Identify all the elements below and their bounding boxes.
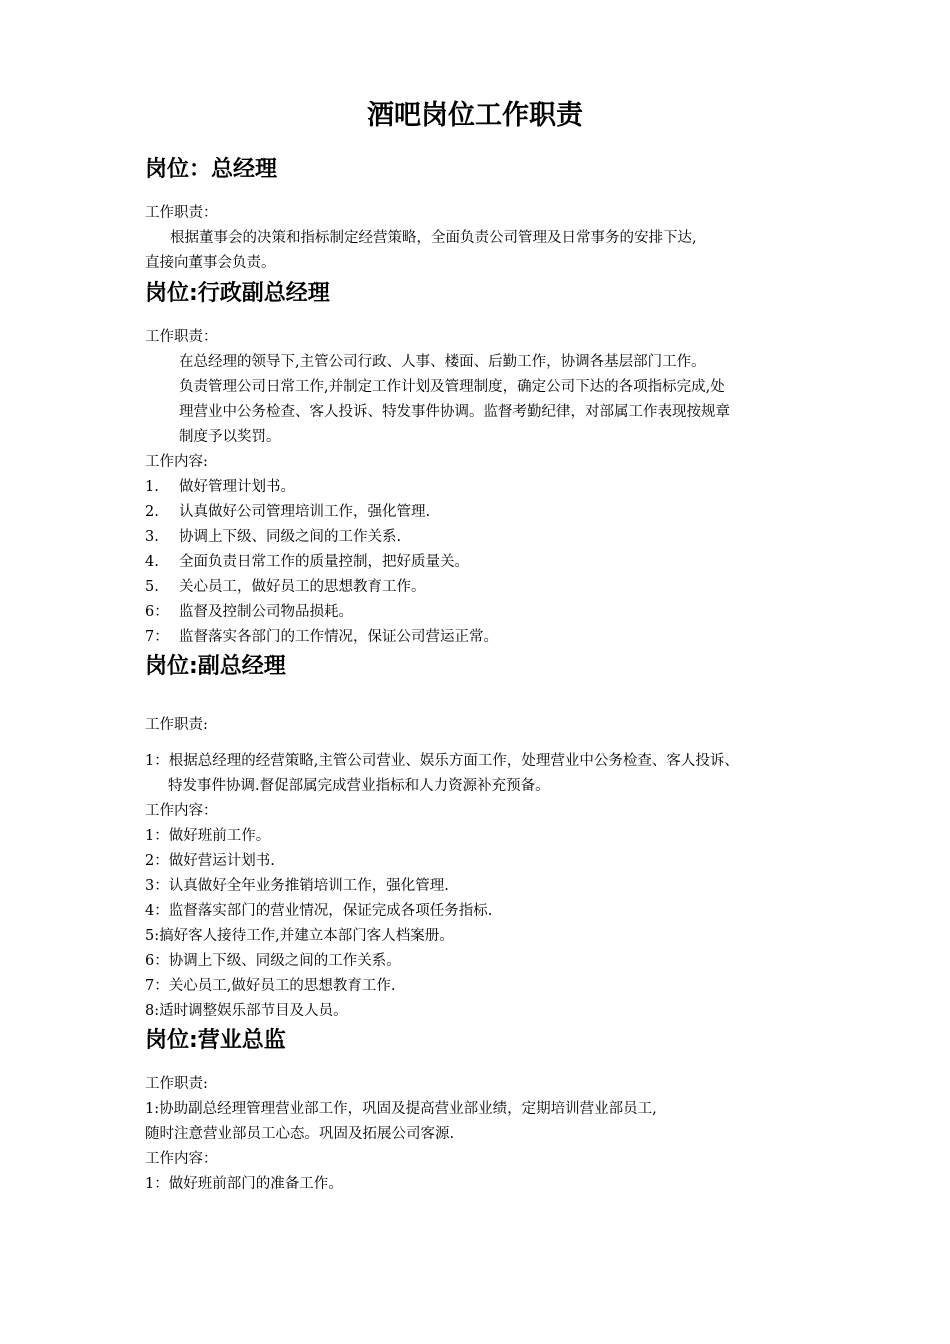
list-item: 4：监督落实部门的营业情况，保证完成各项任务指标. bbox=[145, 903, 493, 919]
duty-line: 直接向董事会负责。 bbox=[145, 255, 276, 271]
list-item-text: 全面负责日常工作的质量控制，把好质量关。 bbox=[179, 554, 469, 570]
list-item-text: 认真做好公司管理培训工作，强化管理. bbox=[179, 504, 431, 520]
list-item-text: 监督落实各部门的工作情况，保证公司营运正常。 bbox=[179, 629, 498, 645]
list-item: 1：做好班前工作。 bbox=[145, 828, 271, 844]
duty-line: 理营业中公务检查、客人投诉、特发事件协调。监督考勤纪律，对部属工作表现按规章 bbox=[179, 404, 730, 420]
list-item-number: 1. bbox=[145, 479, 159, 495]
list-item bbox=[145, 575, 426, 600]
duty-line: 特发事件协调.督促部属完成营业指标和人力资源补充预备。 bbox=[168, 778, 550, 794]
document-title: 酒吧岗位工作职责 bbox=[367, 100, 583, 131]
list-item-text: 关心员工，做好员工的思想教育工作。 bbox=[179, 579, 426, 595]
section-heading-admin-deputy-gm: 岗位:行政副总经理 bbox=[145, 281, 330, 306]
list-item-text: 做好管理计划书。 bbox=[179, 479, 295, 495]
content-label: 工作内容： bbox=[145, 1151, 218, 1167]
list-item-number: 3. bbox=[145, 529, 159, 545]
content-label: 工作内容: bbox=[145, 454, 208, 470]
list-item bbox=[145, 525, 401, 550]
section-heading-general-manager: 岗位：总经理 bbox=[145, 157, 278, 182]
duty-line: 负责管理公司日常工作,并制定工作计划及管理制度，确定公司下达的各项指标完成,处 bbox=[179, 379, 725, 395]
list-item: 5:搞好客人接待工作,并建立本部门客人档案册。 bbox=[145, 928, 454, 944]
list-item: 2：做好营运计划书. bbox=[145, 853, 275, 869]
list-item-number: 7： bbox=[145, 629, 169, 645]
duty-line: 根据董事会的决策和指标制定经营策略，全面负责公司管理及日常事务的安排下达, bbox=[170, 230, 697, 246]
duty-line: 随时注意营业部员工心态。巩固及拓展公司客源. bbox=[145, 1126, 455, 1142]
list-item bbox=[145, 475, 295, 500]
duty-label: 工作职责: bbox=[145, 717, 208, 733]
duty-line: 1：根据总经理的经营策略,主管公司营业、娱乐方面工作，处理营业中公务检查、客人投诉、 bbox=[145, 753, 739, 769]
list-item-number: 2. bbox=[145, 504, 159, 520]
list-item bbox=[145, 600, 353, 625]
duty-label: 工作职责： bbox=[145, 205, 218, 221]
content-label: 工作内容： bbox=[145, 803, 218, 819]
list-item bbox=[145, 550, 469, 575]
list-item: 1：做好班前部门的准备工作。 bbox=[145, 1176, 343, 1192]
list-item: 3：认真做好全年业务推销培训工作，强化管理. bbox=[145, 878, 449, 894]
duty-line: 在总经理的领导下,主管公司行政、人事、楼面、后勤工作，协调各基层部门工作。 bbox=[179, 354, 706, 370]
section-heading-deputy-gm: 岗位:副总经理 bbox=[145, 654, 286, 679]
duty-line: 1:协助副总经理管理营业部工作，巩固及提高营业部业绩，定期培训营业部员工, bbox=[145, 1101, 657, 1117]
list-item bbox=[145, 625, 498, 650]
list-item-number: 4. bbox=[145, 554, 159, 570]
duty-line: 制度予以奖罚。 bbox=[179, 429, 281, 445]
list-item bbox=[145, 500, 430, 525]
list-item-text: 协调上下级、同级之间的工作关系. bbox=[179, 529, 402, 545]
list-item: 8:适时调整娱乐部节目及人员。 bbox=[145, 1003, 348, 1019]
duty-label: 工作职责： bbox=[145, 329, 218, 345]
section-heading-sales-director: 岗位:营业总监 bbox=[145, 1028, 286, 1053]
list-item-text: 监督及控制公司物品损耗。 bbox=[179, 604, 353, 620]
list-item: 7：关心员工,做好员工的思想教育工作. bbox=[145, 978, 396, 994]
list-item: 6：协调上下级、同级之间的工作关系。 bbox=[145, 953, 401, 969]
list-item-number: 6： bbox=[145, 604, 169, 620]
duty-label: 工作职责: bbox=[145, 1076, 208, 1092]
list-item-number: 5. bbox=[145, 579, 159, 595]
